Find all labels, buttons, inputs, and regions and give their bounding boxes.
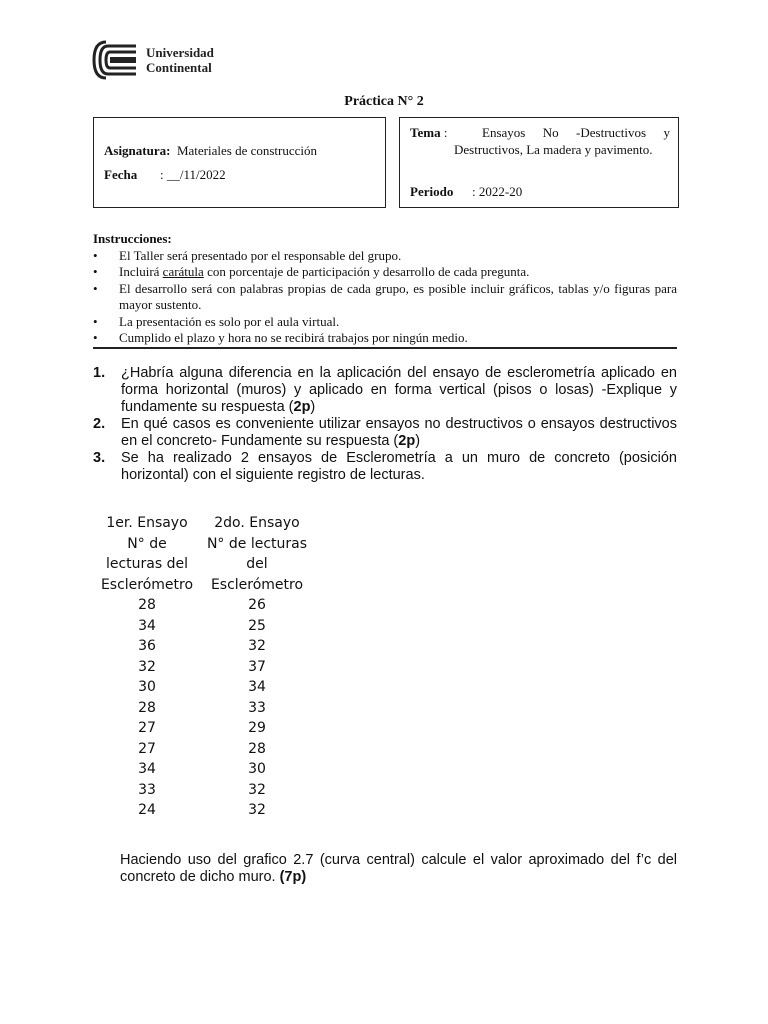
question-2: 2. En qué casos es conveniente utilizar ensayos no destructivos o ensayos destructivos en el concreto- Fundamente su respuesta (2p) — [93, 416, 677, 449]
reading-cell: 27 — [138, 720, 156, 736]
reading-cell: 30 — [138, 679, 156, 695]
reading-cell: 34 — [248, 679, 266, 695]
question-3: 3. Se ha realizado 2 ensayos de Esclerometría a un muro de concreto (posición horizontal) con el siguiente registro de lecturas. — [93, 450, 677, 483]
column-header-line: 1er. Ensayo — [106, 515, 188, 531]
question-1: 1. ¿Habría alguna diferencia en la aplicación del ensayo de esclerometría aplicado en forma horizontal (muros) y aplicado en forma vertical (pisos o losas) -Explique y fundamente su respuesta (2p) — [93, 365, 677, 415]
reading-cell: 34 — [138, 617, 156, 634]
tema-value: Ensayos No -Destructivos y Destructivos, La madera y pavimento. — [454, 125, 670, 157]
instructions-heading: Instrucciones: — [93, 231, 172, 246]
final-question: Haciendo uso del grafico 2.7 (curva central) calcule el valor aproximado del f’c del concreto de dicho muro. (7p) — [120, 852, 677, 885]
reading-cell: 28 — [138, 699, 156, 716]
page-title: Práctica N° 2 — [344, 94, 424, 109]
instruction-item: • Incluirá carátula con porcentaje de participación y desarrollo de cada pregunta. — [93, 264, 677, 281]
reading-cell: 36 — [138, 638, 156, 654]
instructions — [93, 231, 677, 347]
reading-cell: 26 — [248, 597, 266, 613]
ensayo-2-column — [202, 513, 312, 821]
divider — [93, 347, 677, 349]
column-header-line: del — [246, 556, 268, 572]
reading-cell: 32 — [248, 802, 266, 818]
fecha-label: Fecha — [104, 167, 138, 182]
reading-cell: 32 — [138, 658, 156, 675]
instruction-item: • La presentación es solo por el aula virtual. — [93, 314, 677, 331]
reading-cell: 28 — [248, 740, 266, 757]
questions — [93, 365, 677, 484]
asignatura-value: Materiales de construcción — [176, 143, 318, 158]
fecha-value: : __/11/2022 — [160, 167, 226, 182]
tema-label: Tema — [410, 125, 441, 140]
reading-cell: 37 — [248, 658, 266, 675]
column-header-line: Esclerómetro — [100, 576, 194, 593]
logo-icon — [92, 40, 138, 80]
instruction-item: • El Taller será presentado por el responsable del grupo. — [93, 248, 677, 265]
reading-cell: 27 — [138, 740, 156, 757]
reading-cell: 33 — [248, 699, 266, 716]
periodo-value: : 2022-20 — [472, 184, 523, 199]
instruction-item: • El desarrollo será con palabras propias de cada grupo, es posible incluir gráficos, tablas y/o figuras para mayor sustento. — [93, 281, 677, 314]
reading-cell: 33 — [138, 781, 156, 798]
ensayo-1-column — [92, 513, 202, 821]
subject-box — [93, 117, 386, 208]
column-header-line: N° de — [127, 535, 167, 552]
reading-cell: 32 — [248, 638, 266, 654]
reading-cell: 25 — [248, 617, 266, 634]
reading-cell: 24 — [138, 802, 156, 818]
reading-cell: 32 — [248, 781, 266, 798]
reading-cell: 28 — [138, 597, 156, 613]
column-header-line: Esclerómetro — [210, 576, 304, 593]
university-logo — [92, 40, 214, 80]
column-header-line: N° de lecturas — [206, 535, 308, 552]
topic-box: Tema : Ensayos No -Destructivos y Destructivos, La madera y pavimento. Periodo : 2022-20 — [399, 117, 679, 208]
column-header-line: 2do. Ensayo — [214, 515, 300, 531]
logo-line-2: Continental — [146, 60, 212, 75]
reading-cell: 34 — [138, 761, 156, 777]
reading-cell: 30 — [248, 761, 266, 777]
column-header-line: lecturas del — [105, 556, 189, 572]
reading-cell: 29 — [248, 720, 266, 736]
periodo-label: Periodo — [410, 184, 454, 199]
logo-line-1: Universidad — [146, 45, 214, 60]
asignatura-label: Asignatura: — [104, 143, 171, 158]
instruction-item: • Cumplido el plazo y hora no se recibirá trabajos por ningún medio. — [93, 330, 677, 347]
